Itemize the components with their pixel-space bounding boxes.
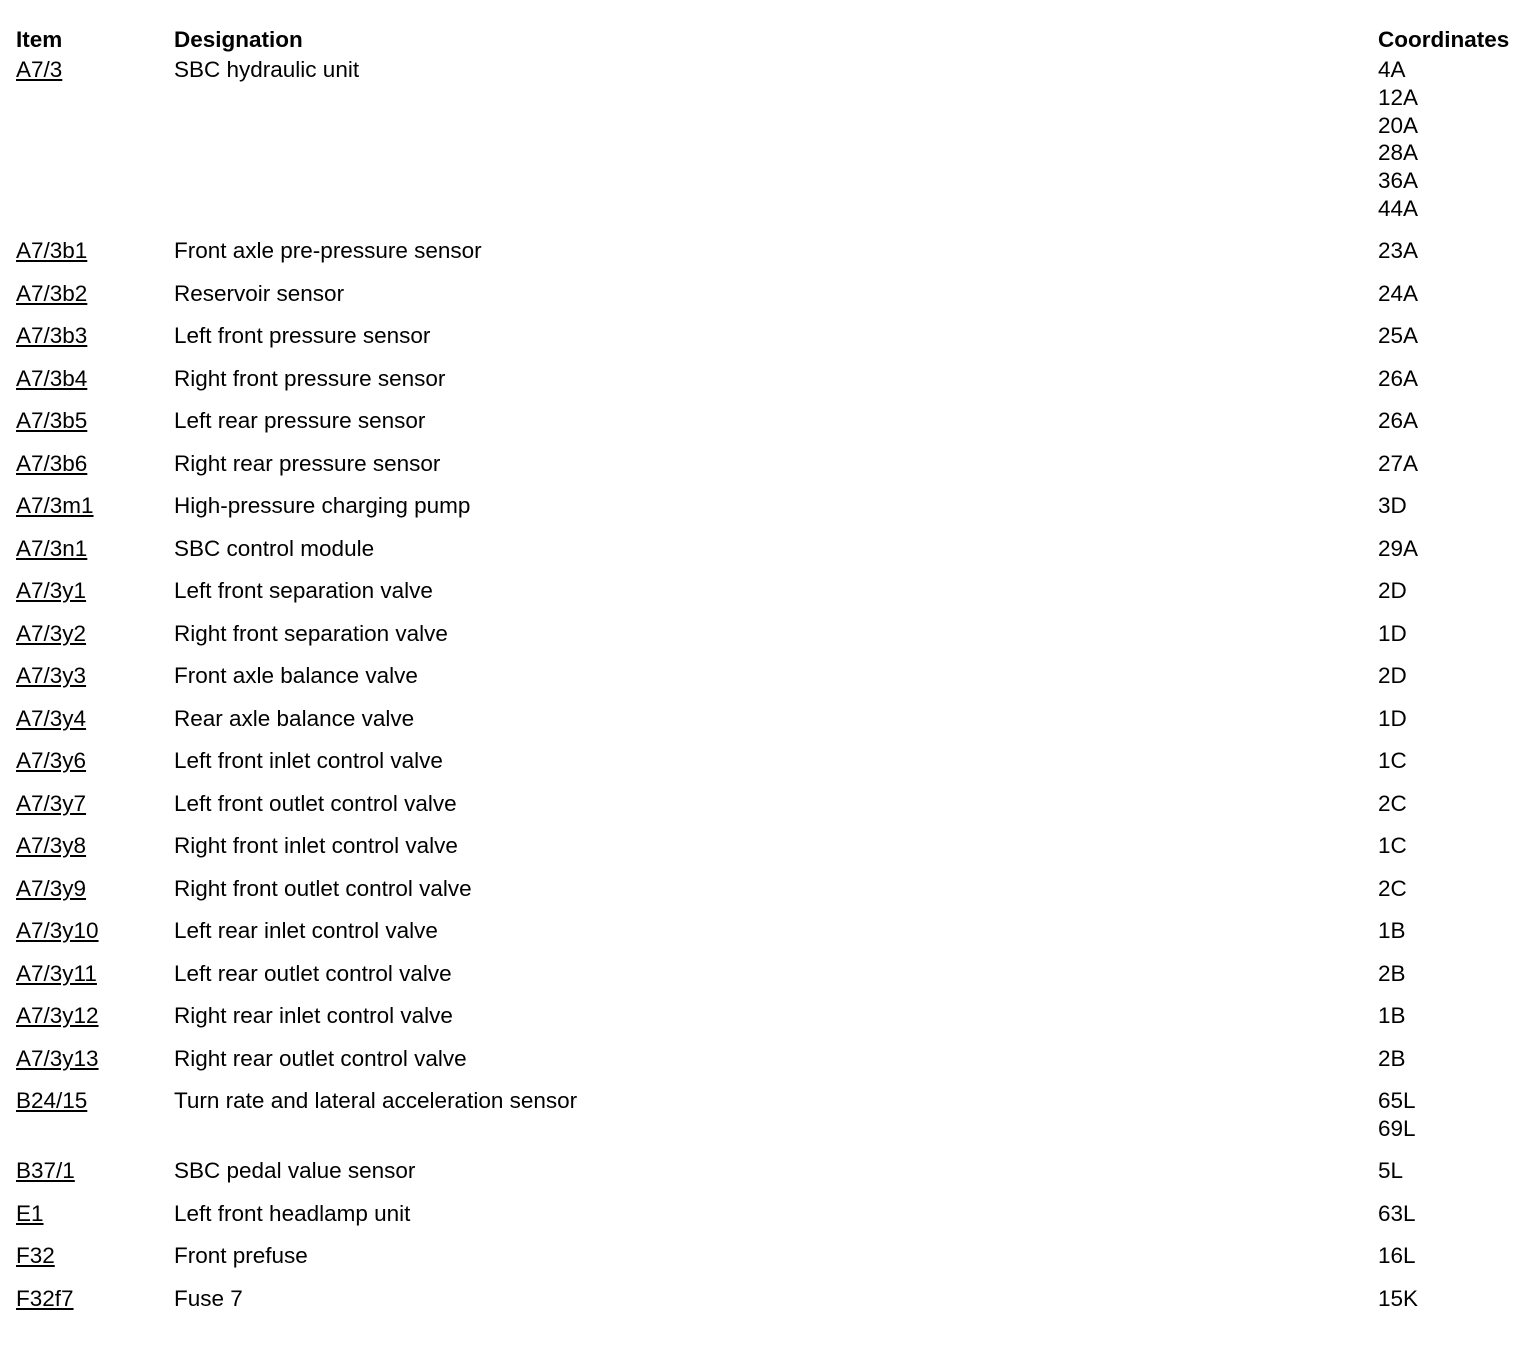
coordinates-cell: [1378, 1087, 1531, 1157]
designation-cell: Fuse 7: [174, 1285, 243, 1311]
item-cell: [16, 1242, 174, 1284]
item-cell: [16, 280, 174, 322]
item-link[interactable]: A7/3y4: [16, 705, 87, 731]
item-cell: [16, 237, 174, 279]
item-cell: [16, 322, 174, 364]
designation-cell: SBC control module: [174, 535, 375, 561]
coordinates-cell: [1378, 1200, 1531, 1242]
coordinate-value: 1B: [1378, 1003, 1406, 1029]
designation-cell: Rear axle balance valve: [174, 705, 415, 731]
designation-cell: Left rear inlet control valve: [174, 918, 438, 944]
coordinates-cell: [1378, 917, 1531, 959]
coordinates-cell: [1378, 747, 1531, 789]
item-cell: [16, 832, 174, 874]
item-cell: [16, 1087, 174, 1157]
coordinate-value: 1B: [1378, 918, 1406, 944]
coordinate-value: 25A: [1378, 323, 1419, 349]
item-link[interactable]: A7/3y6: [16, 748, 87, 774]
coordinate-value: 1C: [1378, 833, 1407, 859]
table-header-row: [16, 24, 1531, 56]
coordinate-value: 1C: [1378, 748, 1407, 774]
item-link[interactable]: A7/3y8: [16, 833, 87, 859]
coordinates-cell: [1378, 960, 1531, 1002]
item-link[interactable]: B37/1: [16, 1158, 75, 1184]
coordinates-cell: [1378, 322, 1531, 364]
coordinates-cell: [1378, 237, 1531, 279]
coordinate-value: 1D: [1378, 620, 1407, 646]
coordinate-value: 1D: [1378, 705, 1407, 731]
item-cell: [16, 790, 174, 832]
coordinates-cell: [1378, 705, 1531, 747]
item-link[interactable]: A7/3y1: [16, 578, 87, 604]
coordinate-value: 69L: [1378, 1115, 1416, 1141]
coordinate-value: 63L: [1378, 1200, 1416, 1226]
item-cell: [16, 492, 174, 534]
item-cell: [16, 875, 174, 917]
coordinate-value: 5L: [1378, 1158, 1404, 1184]
coordinate-value: 3D: [1378, 493, 1407, 519]
coordinates-cell: [1378, 450, 1531, 492]
item-link[interactable]: A7/3y11: [16, 960, 97, 986]
item-link[interactable]: A7/3b5: [16, 408, 88, 434]
coordinates-cell: [1378, 1157, 1531, 1199]
item-link[interactable]: E1: [16, 1200, 44, 1226]
item-cell: [16, 1002, 174, 1044]
table-row: [16, 832, 1531, 874]
coordinates-cell: [1378, 1285, 1531, 1327]
coordinate-value: 2B: [1378, 1045, 1406, 1071]
coordinate-value: 2B: [1378, 960, 1406, 986]
table-row: [16, 237, 1531, 279]
table-row: [16, 492, 1531, 534]
coordinate-value: 16L: [1378, 1243, 1416, 1269]
designation-cell: High-pressure charging pump: [174, 493, 471, 519]
coordinate-value: 23A: [1378, 238, 1419, 264]
coordinates-cell: [1378, 790, 1531, 832]
item-link[interactable]: A7/3y9: [16, 875, 87, 901]
designation-cell: Right rear outlet control valve: [174, 1045, 467, 1071]
coordinates-cell: [1378, 407, 1531, 449]
designation-cell: Right front pressure sensor: [174, 365, 446, 391]
coordinate-value: 20A: [1378, 112, 1419, 138]
coordinate-value: 24A: [1378, 280, 1419, 306]
coordinates-cell: [1378, 620, 1531, 662]
item-link[interactable]: A7/3y10: [16, 918, 99, 944]
table-row: [16, 790, 1531, 832]
designation-cell: Left front inlet control valve: [174, 748, 443, 774]
item-cell: [16, 365, 174, 407]
item-cell: [16, 620, 174, 662]
table-row: [16, 577, 1531, 619]
item-cell: [16, 747, 174, 789]
table-row: [16, 365, 1531, 407]
designation-cell: Front axle pre-pressure sensor: [174, 238, 482, 264]
coordinate-value: 27A: [1378, 450, 1419, 476]
table-row: [16, 1045, 1531, 1087]
table-row: [16, 705, 1531, 747]
item-cell: [16, 1285, 174, 1327]
designation-cell: Right front outlet control valve: [174, 875, 472, 901]
designation-cell: Left front pressure sensor: [174, 323, 431, 349]
table-row: [16, 280, 1531, 322]
coordinate-value: 26A: [1378, 365, 1419, 391]
item-link[interactable]: A7/3b1: [16, 238, 88, 264]
designation-cell: Right rear pressure sensor: [174, 450, 441, 476]
item-cell: [16, 407, 174, 449]
coordinates-column-header: Coordinates: [1378, 27, 1510, 52]
table-row: [16, 322, 1531, 364]
table-row: [16, 450, 1531, 492]
table-row: [16, 662, 1531, 704]
component-legend-table: [16, 24, 1531, 1327]
coordinates-cell: [1378, 662, 1531, 704]
item-cell: [16, 917, 174, 959]
coordinates-cell: [1378, 577, 1531, 619]
item-link[interactable]: A7/3b3: [16, 323, 88, 349]
designation-cell: SBC hydraulic unit: [174, 57, 360, 82]
item-cell: [16, 705, 174, 747]
item-link[interactable]: A7/3y12: [16, 1003, 99, 1029]
coordinate-value: 28A: [1378, 140, 1419, 166]
designation-cell: Right rear inlet control valve: [174, 1003, 453, 1029]
table-row: [16, 1285, 1531, 1327]
coordinates-cell: [1378, 492, 1531, 534]
designation-cell: Front prefuse: [174, 1243, 308, 1269]
item-link[interactable]: B24/15: [16, 1088, 88, 1114]
item-link[interactable]: A7/3n1: [16, 535, 88, 561]
coordinate-value: 15K: [1378, 1285, 1419, 1311]
coordinates-cell: [1378, 56, 1531, 237]
designation-cell: Right front separation valve: [174, 620, 448, 646]
item-link[interactable]: F32: [16, 1243, 55, 1269]
designation-cell: Right front inlet control valve: [174, 833, 458, 859]
coordinate-value: 12A: [1378, 84, 1419, 110]
designation-cell: SBC pedal value sensor: [174, 1158, 416, 1184]
item-cell: [16, 535, 174, 577]
coordinates-cell: [1378, 832, 1531, 874]
coordinate-value: 44A: [1378, 195, 1419, 221]
table-row: [16, 917, 1531, 959]
item-link[interactable]: A7/3b2: [16, 280, 88, 306]
item-cell: [16, 1200, 174, 1242]
table-row: [16, 407, 1531, 449]
table-row: [16, 1242, 1531, 1284]
item-cell: [16, 450, 174, 492]
item-link[interactable]: A7/3y13: [16, 1045, 99, 1071]
item-cell: [16, 1045, 174, 1087]
table-row: [16, 1157, 1531, 1199]
coordinate-value: 36A: [1378, 168, 1419, 194]
designation-cell: Turn rate and lateral acceleration sensor: [174, 1088, 578, 1114]
table-row: [16, 620, 1531, 662]
table-row: [16, 1002, 1531, 1044]
designation-cell: Left front headlamp unit: [174, 1200, 411, 1226]
item-cell: [16, 56, 174, 237]
table-row: [16, 747, 1531, 789]
item-link[interactable]: A7/3y7: [16, 790, 87, 816]
coordinate-value: 2C: [1378, 790, 1407, 816]
item-cell: [16, 960, 174, 1002]
table-row: [16, 535, 1531, 577]
item-cell: [16, 662, 174, 704]
coordinate-value: 65L: [1378, 1088, 1416, 1114]
designation-cell: Left front separation valve: [174, 578, 433, 604]
designation-cell: Reservoir sensor: [174, 280, 345, 306]
item-link[interactable]: A7/3b4: [16, 365, 88, 391]
table-row: [16, 56, 1531, 237]
coordinates-cell: [1378, 365, 1531, 407]
legend-body: [16, 56, 1531, 1327]
coordinates-cell: [1378, 1242, 1531, 1284]
designation-column-header: Designation: [174, 27, 303, 52]
table-row: [16, 875, 1531, 917]
coordinates-cell: [1378, 535, 1531, 577]
table-row: [16, 960, 1531, 1002]
coordinates-cell: [1378, 875, 1531, 917]
table-row: [16, 1087, 1531, 1157]
item-link[interactable]: A7/3y3: [16, 663, 87, 689]
coordinate-value: 26A: [1378, 408, 1419, 434]
designation-cell: Left rear pressure sensor: [174, 408, 426, 434]
coordinate-value: 2C: [1378, 875, 1407, 901]
table-row: [16, 1200, 1531, 1242]
coordinate-value: 2D: [1378, 578, 1407, 604]
coordinates-cell: [1378, 1002, 1531, 1044]
item-link[interactable]: A7/3b6: [16, 450, 88, 476]
designation-cell: Left rear outlet control valve: [174, 960, 452, 986]
item-link[interactable]: A7/3: [16, 57, 63, 82]
coordinate-value: 29A: [1378, 535, 1419, 561]
item-column-header: Item: [16, 27, 63, 52]
coordinates-cell: [1378, 280, 1531, 322]
item-link[interactable]: A7/3y2: [16, 620, 87, 646]
designation-cell: Left front outlet control valve: [174, 790, 457, 816]
item-link[interactable]: F32f7: [16, 1285, 74, 1311]
item-cell: [16, 577, 174, 619]
coordinate-value: 4A: [1378, 57, 1406, 82]
item-cell: [16, 1157, 174, 1199]
coordinates-cell: [1378, 1045, 1531, 1087]
designation-cell: Front axle balance valve: [174, 663, 418, 689]
coordinate-value: 2D: [1378, 663, 1407, 689]
item-link[interactable]: A7/3m1: [16, 493, 94, 519]
